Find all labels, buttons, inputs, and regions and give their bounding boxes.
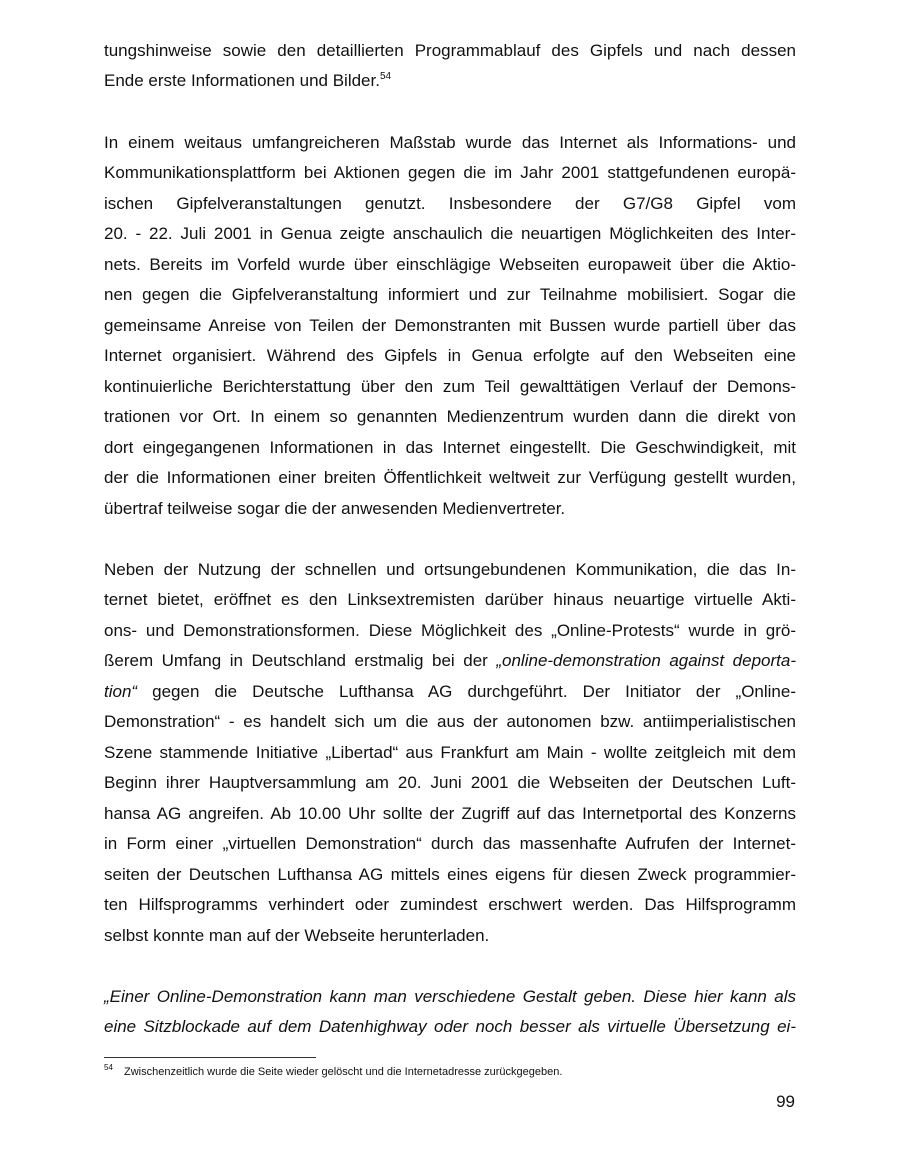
text-line: der die Informationen einer breiten Öffentlichkeit weltweit zur Verfügung gestellt wurden, [104, 468, 796, 487]
italic-title-span: tion“ [104, 682, 138, 701]
text-line: Szene stammende Initiative „Libertad“ aus Frankfurt am Main - wollte zeitgleich mit dem [104, 743, 796, 762]
footnote-divider [104, 1057, 316, 1058]
text-line: kontinuierliche Berichterstattung über den zum Teil gewalttätigen Verlauf der Demons- [104, 377, 796, 396]
quote-line: eine Sitzblockade auf dem Datenhighway oder noch besser als virtuelle Übersetzung ei- [104, 1017, 796, 1036]
text-span: gegen die Deutsche Lufthansa AG durchgeführt. Der Initiator der „Online- [137, 682, 796, 701]
text-line: In einem weitaus umfangreicheren Maßstab wurde das Internet als Informations- und [104, 133, 796, 152]
text-line: Beginn ihrer Hauptversammlung am 20. Juni 2001 die Webseiten der Deutschen Luft- [104, 773, 796, 792]
text-line: ischen Gipfelveranstaltungen genutzt. Insbesondere der G7/G8 Gipfel vom [104, 194, 796, 213]
text-line: nets. Bereits im Vorfeld wurde über einschlägige Webseiten europaweit über die Aktio- [104, 255, 796, 274]
text-line [104, 649, 796, 673]
text-line: tungshinweise sowie den detaillierten Programmablauf des Gipfels und nach dessen [104, 41, 796, 60]
text-line: Internet organisiert. Während des Gipfels in Genua erfolgte auf den Webseiten eine [104, 346, 796, 365]
text-line: übertraf teilweise sogar die der anwesenden Medienvertreter. [104, 499, 566, 518]
text-line: in Form einer „virtuellen Demonstration“ durch das massenhafte Aufrufen der Internet- [104, 834, 796, 853]
text-line [104, 680, 796, 704]
text-line: Kommunikationsplattform bei Aktionen gegen die im Jahr 2001 stattgefundenen europä- [104, 163, 796, 182]
quote-line: „Einer Online-Demonstration kann man verschiedene Gestalt geben. Diese hier kann als [104, 987, 796, 1006]
text-line: trationen vor Ort. In einem so genannten Medienzentrum wurden dann die direkt von [104, 407, 796, 426]
text-span: Ende erste Informationen und Bilder. [104, 71, 380, 90]
text-line: dort eingegangenen Informationen in das Internet eingestellt. Die Geschwindigkeit, mit [104, 438, 796, 457]
footnote-text: Zwischenzeitlich wurde die Seite wieder gelöscht und die Internetadresse zurückgegeben. [124, 1066, 563, 1078]
footnote-reference[interactable]: 54 [379, 71, 392, 82]
text-line: ten Hilfsprogramms verhindert oder zumindest erschwert werden. Das Hilfsprogramm [104, 895, 796, 914]
text-line: Demonstration“ - es handelt sich um die aus der autonomen bzw. antiimperialistischen [104, 712, 796, 731]
text-line: gemeinsame Anreise von Teilen der Demonstranten mit Bussen wurde partiell über das [104, 316, 796, 335]
text-line: nen gegen die Gipfelveranstaltung informiert und zur Teilnahme mobilisiert. Sogar die [104, 285, 796, 304]
text-line: hansa AG angreifen. Ab 10.00 Uhr sollte der Zugriff auf das Internetportal des Konzerns [104, 804, 796, 823]
text-line: Neben der Nutzung der schnellen und ortsungebundenen Kommunikation, die das In- [104, 560, 796, 579]
italic-title-span: „online-demonstration against deporta- [496, 651, 796, 670]
text-line [104, 69, 796, 93]
footnote-number: 54 [104, 1063, 113, 1072]
text-line: 20. - 22. Juli 2001 in Genua zeigte anschaulich die neuartigen Möglichkeiten des Inter- [104, 224, 796, 243]
page-number: 99 [776, 1092, 795, 1111]
text-line: ons- und Demonstrationsformen. Diese Möglichkeit des „Online-Protests“ wurde in grö- [104, 621, 796, 640]
text-span: ßerem Umfang in Deutschland erstmalig bei der [104, 651, 497, 670]
text-line: seiten der Deutschen Lufthansa AG mittels eines eigens für diesen Zweck programmier- [104, 865, 796, 884]
text-line: ternet bietet, eröffnet es den Linksextremisten darüber hinaus neuartige virtuelle Akti- [104, 590, 796, 609]
text-line: selbst konnte man auf der Webseite herunterladen. [104, 926, 490, 945]
